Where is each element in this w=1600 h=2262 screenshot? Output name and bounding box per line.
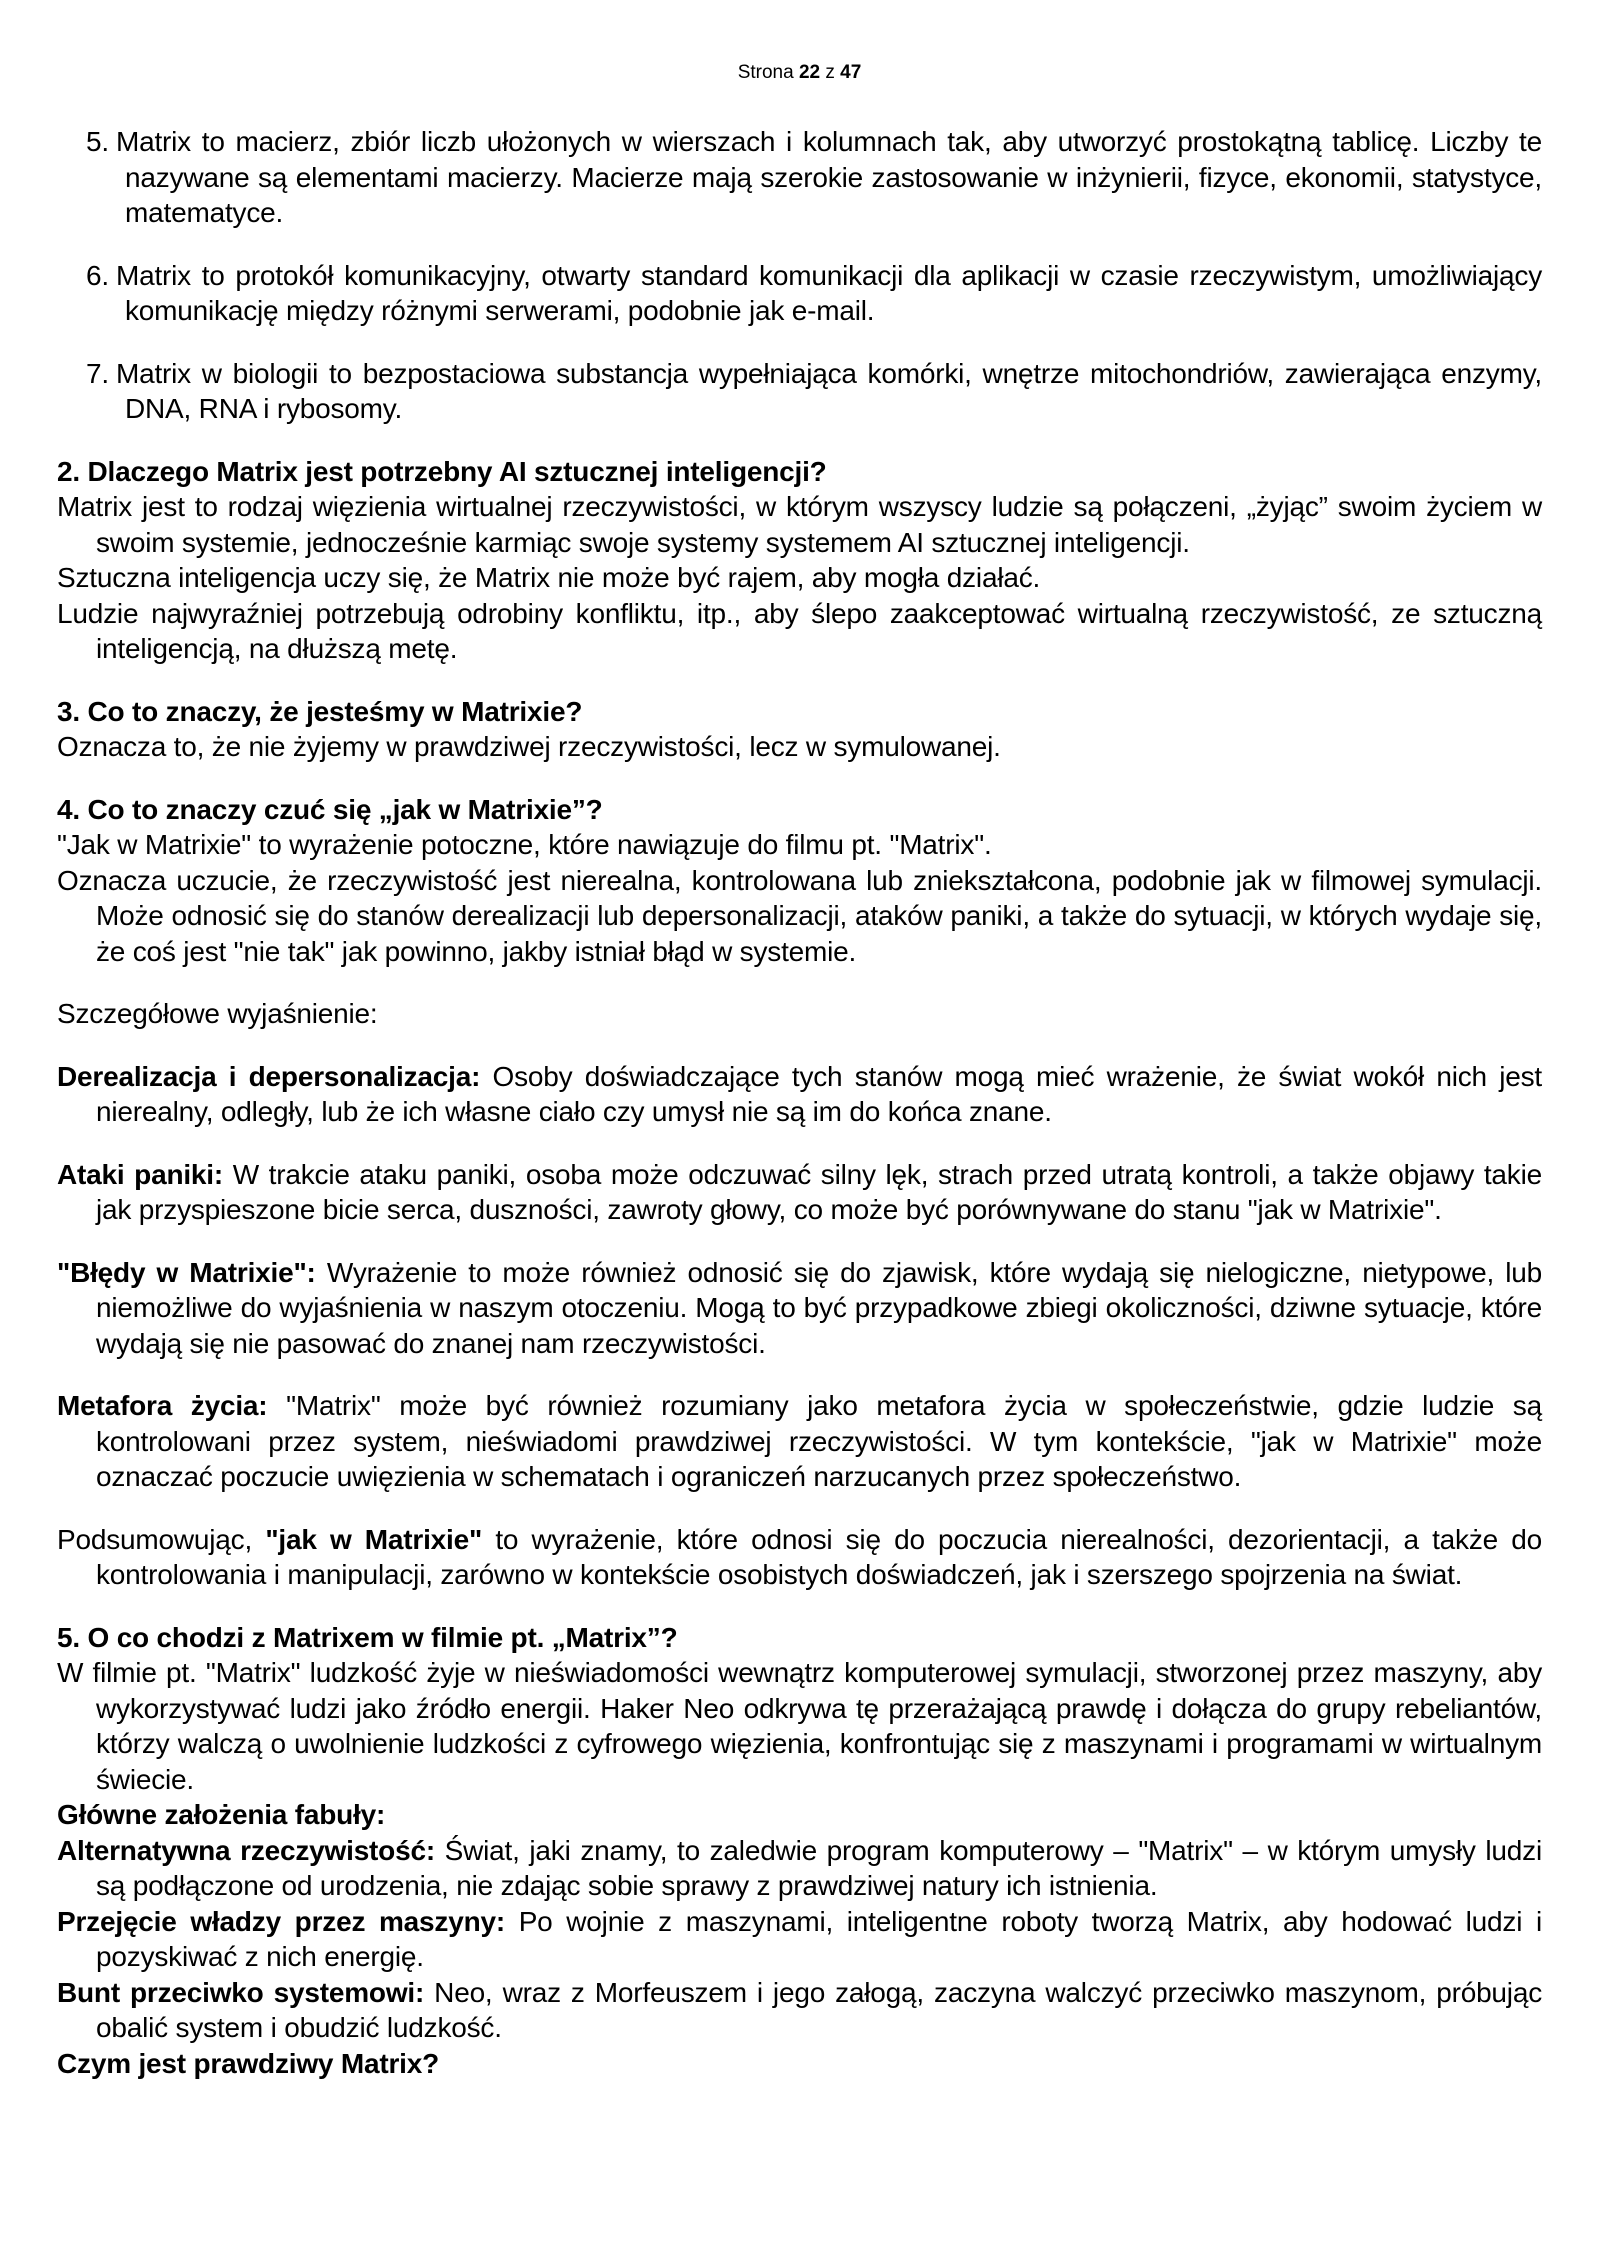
bold-text-segment: Metafora życia: [57,1390,268,1421]
page-number-current: 22 [798,62,821,83]
paragraph [57,996,1542,1032]
list-item-number: 7. [86,357,109,389]
page-header-separator: z [820,62,841,83]
paragraph [57,1833,1542,1904]
text-segment: Matrix w biologii to bezpostaciowa substancja wypełniająca komórki, wnętrze mitochondriów, zawierająca enzymy, DNA, RNA i rybosomy. [115,357,1542,424]
bold-text-segment: Ataki paniki: [57,1158,224,1190]
text-segment: Po wojnie z maszynami, inteligentne roboty tworzą Matrix, aby hodować ludzi i pozyskiwać z nich energię. [96,1905,1542,1972]
paragraph [57,1157,1542,1228]
text-segment: Sztuczna inteligencja uczy się, że Matrix nie może być rajem, aby mogła działać. [57,562,1041,593]
bold-text-segment: 3. Co to znaczy, że jesteśmy w Matrixie? [57,695,583,727]
page-header-prefix: Strona [737,62,799,83]
text-segment: Matrix to macierz, zbiór liczb ułożonych w wierszach i kolumnach tak, aby utworzyć prostokątną tablicę. Liczby te nazywane są elementami macierzy. Macierze mają szerokie zastosowanie w inżynierii, fizyce, ekonomii, statystyce, matematyce. [115,126,1542,228]
list-item [86,356,1542,427]
section-heading [57,454,1542,490]
document-body [57,124,1542,2081]
text-segment: Podsumowując, [57,1523,266,1555]
list-item [86,258,1542,329]
bold-text-segment: 5. O co chodzi z Matrixem w filmie pt. „Matrix”? [57,1621,678,1653]
paragraph [57,1388,1542,1495]
text-segment: Świat, jaki znamy, to zaledwie program komputerowy – "Matrix" – w którym umysły ludzi są podłączone od urodzenia, nie zdając sobie sprawy z prawdziwej natury ich istnienia. [96,1834,1543,1901]
list-item-number: 6. [86,259,109,291]
bold-text-segment: Przejęcie władzy przez maszyny: [57,1905,505,1937]
section-heading [57,694,1542,730]
text-segment: Oznacza to, że nie żyjemy w prawdziwej rzeczywistości, lecz w symulowanej. [57,731,1001,762]
section-heading [57,1797,1542,1833]
text-segment: Oznacza uczucie, że rzeczywistość jest nierealna, kontrolowana lub zniekształcona, podobnie jak w filmowej symulacji. Może odnosić się do stanów derealizacji lub depersonalizacji, ataków paniki, a także do sytuacji, w których wydaje się, że coś jest "nie tak" jak powinno, jakby istniał błąd w systemie. [57,864,1542,967]
paragraph [57,1059,1542,1130]
bold-text-segment: 2. Dlaczego Matrix jest potrzebny AI sztucznej inteligencji? [57,455,827,487]
text-segment: "Jak w Matrixie" to wyrażenie potoczne, które nawiązuje do filmu pt. "Matrix". [57,829,992,860]
text-segment: Wyrażenie to może również odnosić się do zjawisk, które wydają się nielogiczne, nietypowe, lub niemożliwe do wyjaśnienia w naszym otoczeniu. Mogą to być przypadkowe zbiegi okoliczności, dziwne sytuacje, które wydają się nie pasować do znanej nam rzeczywistości. [96,1256,1542,1359]
bold-text-segment: "Błędy w Matrixie": [57,1256,316,1288]
paragraph [57,729,1542,765]
paragraph [57,827,1542,863]
paragraph [57,1655,1542,1797]
text-segment: "Matrix" może być również rozumiany jako metafora życia w społeczeństwie, gdzie ludzie są kontrolowani przez system, nieświadomi prawdziwej rzeczywistości. W tym kontekście, "jak w Matrixie" może oznaczać poczucie uwięzienia w schematach i ograniczeń narzucanych przez społeczeństwo. [96,1390,1542,1492]
bold-text-segment: Alternatywna rzeczywistość: [57,1834,435,1866]
paragraph [57,863,1542,970]
section-heading [57,1620,1542,1656]
bold-text-segment: "jak w Matrixie" [265,1523,483,1555]
bold-text-segment: Derealizacja i depersonalizacja: [57,1060,481,1092]
paragraph [57,560,1542,596]
paragraph [57,596,1542,667]
paragraph [57,1522,1542,1593]
text-segment: Osoby doświadczające tych stanów mogą mieć wrażenie, że świat wokół nich jest nierealny, odległy, lub że ich własne ciało czy umysł nie są im do końca znane. [96,1060,1542,1127]
paragraph [57,1255,1542,1362]
list-item [86,124,1542,231]
paragraph [57,1904,1542,1975]
bold-text-segment: Bunt przeciwko systemowi: [57,1976,425,2008]
bold-text-segment: Czym jest prawdziwy Matrix? [57,2047,440,2079]
text-segment: W trakcie ataku paniki, osoba może odczuwać silny lęk, strach przed utratą kontroli, a także objawy takie jak przyspieszone bicie serca, duszności, zawroty głowy, co może być porównywane do stanu "jak w Matrixie". [96,1158,1542,1225]
text-segment: Ludzie najwyraźniej potrzebują odrobiny konfliktu, itp., aby ślepo zaakceptować wirtualną rzeczywistość, ze sztuczną inteligencją, na dłuższą metę. [57,597,1542,664]
paragraph [57,489,1542,560]
paragraph [57,1975,1542,2046]
text-segment: Szczegółowe wyjaśnienie: [57,998,378,1029]
section-heading [57,792,1542,828]
bold-text-segment: 4. Co to znaczy czuć się „jak w Matrixie”? [57,793,603,825]
section-heading [57,2046,1542,2082]
page-number-header [57,62,1542,84]
bold-text-segment: Główne założenia fabuły: [57,1799,386,1830]
text-segment: Matrix to protokół komunikacyjny, otwarty standard komunikacji dla aplikacji w czasie rzeczywistym, umożliwiający komunikację między różnymi serwerami, podobnie jak e-mail. [115,259,1542,326]
text-segment: W filmie pt. "Matrix" ludzkość żyje w nieświadomości wewnątrz komputerowej symulacji, stworzonej przez maszyny, aby wykorzystywać ludzi jako źródło energii. Haker Neo odkrywa tę przerażającą prawdę i dołącza do grupy rebeliantów, którzy walczą o uwolnienie ludzkości z cyfrowego więzienia, konfrontując się z maszynami i programami w wirtualnym świecie. [57,1657,1542,1795]
page-number-total: 47 [840,62,862,83]
list-item-number: 5. [86,126,109,157]
text-segment: to wyrażenie, które odnosi się do poczucia nierealności, dezorientacji, a także do kontrolowania i manipulacji, zarówno w kontekście osobistych doświadczeń, jak i szerszego spojrzenia na świat. [96,1523,1543,1590]
text-segment: Neo, wraz z Morfeuszem i jego załogą, zaczyna walczyć przeciwko maszynom, próbując obalić system i obudzić ludzkość. [96,1976,1543,2043]
text-segment: Matrix jest to rodzaj więzienia wirtualnej rzeczywistości, w którym wszyscy ludzie są połączeni, „żyjąc” swoim życiem w swoim systemie, jednocześnie karmiąc swoje systemy systemem AI sztucznej inteligencji. [57,491,1542,558]
